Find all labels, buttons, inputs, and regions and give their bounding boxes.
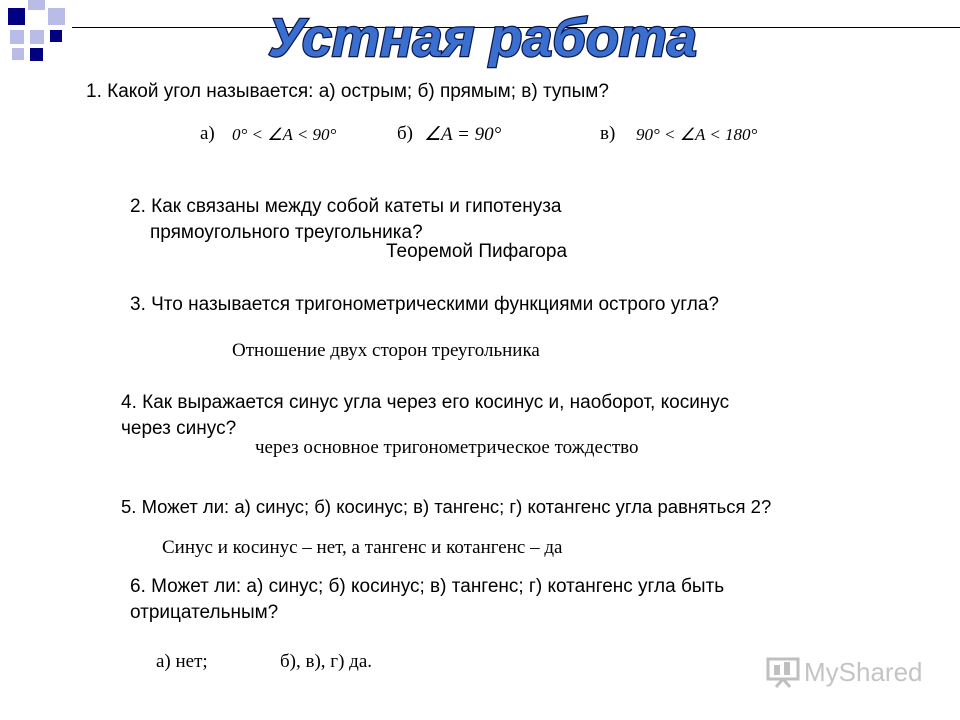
question-2-line2: прямоугольного треугольника? bbox=[150, 222, 423, 243]
projector-screen-icon bbox=[766, 656, 800, 688]
q1-label-c: в) bbox=[600, 123, 616, 144]
slide-title bbox=[262, 0, 697, 72]
q1-label-b: б) bbox=[397, 123, 413, 144]
question-5-answer: Синус и косинус – нет, а тангенс и котангенс – да bbox=[162, 537, 563, 558]
question-4-line1: 4. Как выражается синус угла через его косинус и, наоборот, косинус bbox=[121, 392, 730, 413]
q1-label-a: а) bbox=[200, 123, 215, 144]
question-4-answer: через основное тригонометрическое тождество bbox=[255, 437, 639, 458]
question-6-line2: отрицательным? bbox=[130, 602, 279, 623]
q1-answer-c: 90° < ∠A < 180° bbox=[636, 125, 758, 144]
question-6-answer-bcd: б), в), г) да. bbox=[280, 651, 373, 672]
question-1: 1. Какой угол называется: а) острым; б) прямым; в) тупым? bbox=[86, 81, 609, 102]
question-3: 3. Что называется тригонометрическими функциями острого угла? bbox=[130, 294, 719, 315]
question-6-line1: 6. Может ли: а) синус; б) косинус; в) тангенс; г) котангенс угла быть bbox=[130, 576, 725, 597]
question-6-answer-a: а) нет; bbox=[156, 651, 208, 672]
watermark-text: MyShared bbox=[804, 656, 923, 687]
question-5: 5. Может ли: а) синус; б) косинус; в) тангенс; г) котангенс угла равняться 2? bbox=[121, 496, 772, 517]
decor-square bbox=[30, 30, 44, 44]
decor-square bbox=[48, 8, 65, 25]
decor-square bbox=[12, 48, 24, 60]
question-4-line2: через синус? bbox=[121, 418, 237, 439]
decor-square bbox=[28, 0, 45, 10]
decor-square bbox=[30, 48, 43, 61]
decor-square bbox=[8, 8, 25, 25]
slide-title-text: Устная работа bbox=[268, 8, 697, 68]
question-2-line1: 2. Как связаны между собой катеты и гипотенуза bbox=[130, 196, 562, 217]
question-3-answer: Отношение двух сторон треугольника bbox=[232, 340, 540, 361]
decor-square bbox=[10, 30, 24, 44]
question-2-answer: Теоремой Пифагора bbox=[386, 241, 568, 262]
q1-answer-b: ∠A = 90° bbox=[424, 124, 502, 145]
q1-answer-a: 0° < ∠A < 90° bbox=[232, 125, 337, 144]
decor-square bbox=[50, 30, 62, 42]
watermark bbox=[766, 656, 923, 688]
